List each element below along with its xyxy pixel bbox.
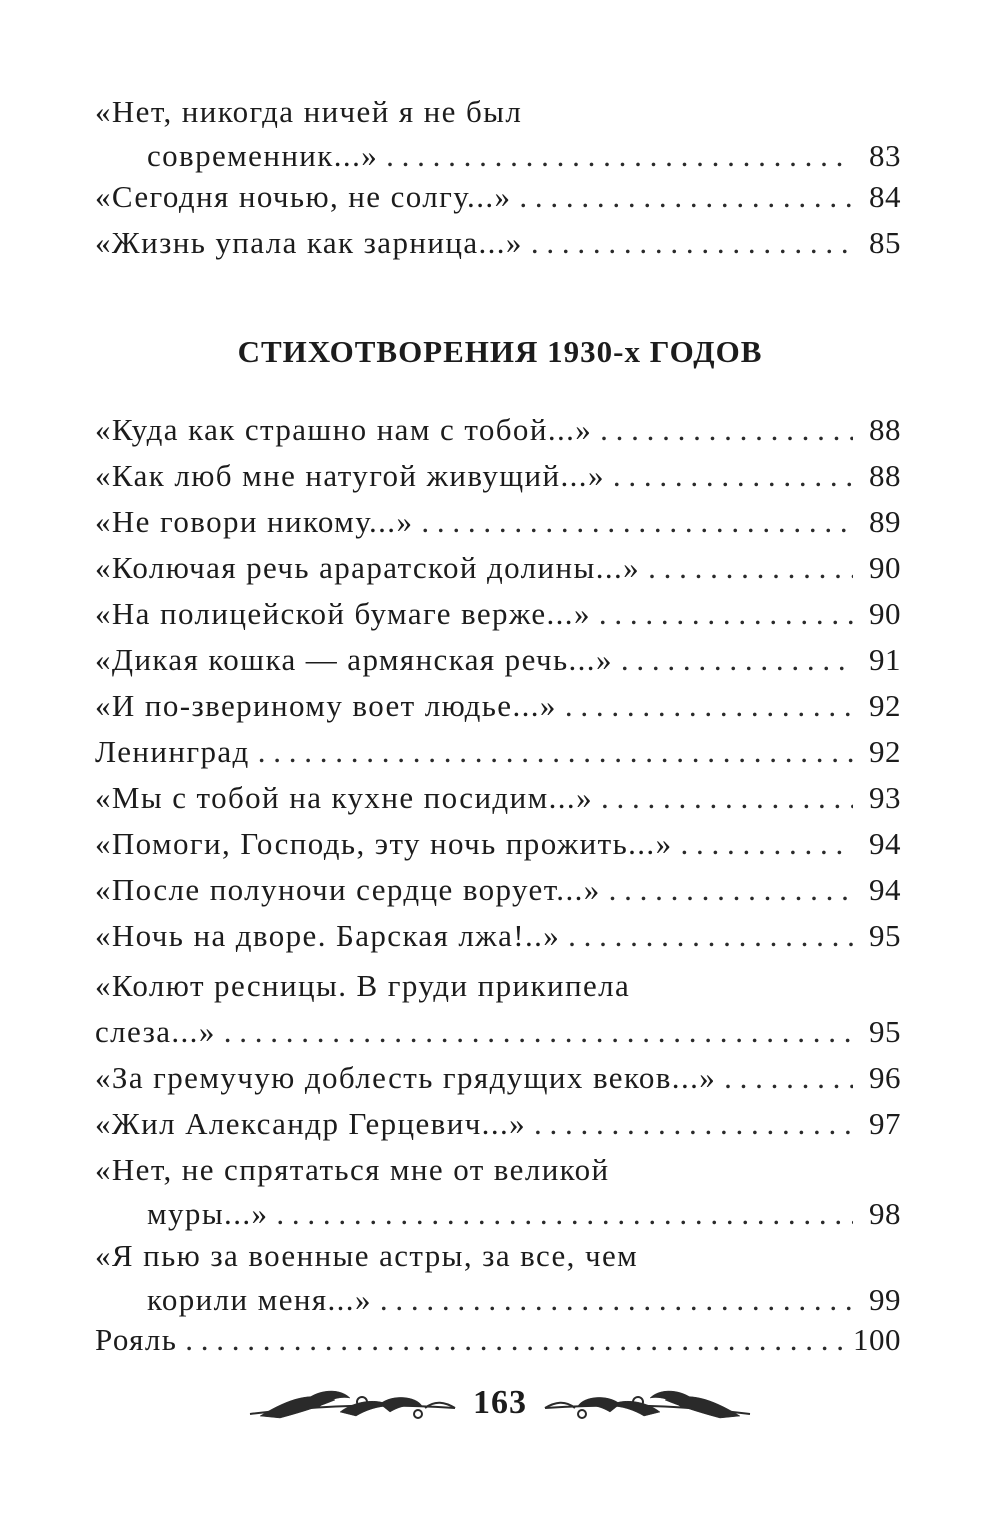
toc-page-number: 88 xyxy=(869,412,901,447)
toc-page-number: 83 xyxy=(869,138,901,173)
toc-page-number: 96 xyxy=(869,1060,901,1095)
toc-entry xyxy=(95,730,901,774)
toc-entry xyxy=(95,1102,901,1146)
section-heading: СТИХОТВОРЕНИЯ 1930-х ГОДОВ xyxy=(237,334,763,369)
toc-entry xyxy=(95,1234,901,1322)
leader-dots xyxy=(177,1318,843,1362)
toc-entry xyxy=(95,408,901,452)
toc-entry-title: «Помоги, Господь, эту ночь прожить...» xyxy=(95,826,673,861)
toc-entry xyxy=(95,1148,901,1236)
toc-entry xyxy=(95,684,901,728)
toc-entry xyxy=(95,822,901,866)
toc-entry-title: «На полицейской бумаге верже...» xyxy=(95,596,591,631)
toc-entry-title: «После полуночи сердце ворует...» xyxy=(95,872,601,907)
leader-dots xyxy=(413,500,853,544)
toc-entry-title: современник...» xyxy=(147,138,379,173)
toc-page-number: 91 xyxy=(869,642,901,677)
leader-dots xyxy=(640,546,853,590)
leader-dots xyxy=(268,1192,853,1236)
leader-dots xyxy=(250,730,853,774)
toc-page-number: 94 xyxy=(869,872,901,907)
toc-entry xyxy=(95,868,901,912)
toc-entry-title: «Жизнь упала как зарница...» xyxy=(95,225,523,260)
toc-entry-title: «Не говори никому...» xyxy=(95,504,414,539)
toc-entry xyxy=(95,221,901,265)
toc-page-number: 90 xyxy=(869,550,901,585)
toc-page-number: 99 xyxy=(869,1282,901,1317)
toc-entry xyxy=(95,546,901,590)
leader-dots xyxy=(613,638,853,682)
toc-page-number: 95 xyxy=(869,1014,901,1049)
toc-entry-title: «Мы с тобой на кухне посидим...» xyxy=(95,780,593,815)
toc-page-number: 97 xyxy=(869,1106,901,1141)
toc-entry-title: «Сегодня ночью, не солгу...» xyxy=(95,179,512,214)
leader-dots xyxy=(672,822,853,866)
toc-page-number: 92 xyxy=(869,734,901,769)
toc-entry-title: «Колючая речь араратской долины...» xyxy=(95,550,641,585)
leader-dots xyxy=(511,175,853,219)
toc-page-number: 100 xyxy=(853,1322,901,1357)
toc-page-number: 98 xyxy=(869,1196,901,1231)
page-footer xyxy=(240,1378,760,1434)
toc-entry-title: «И по-звериному воет людье...» xyxy=(95,688,557,723)
leader-dots xyxy=(557,684,853,728)
toc-page-number: 95 xyxy=(869,918,901,953)
toc-entry-title: Ленинград xyxy=(95,734,250,769)
leader-dots xyxy=(593,776,853,820)
toc-entry xyxy=(95,964,901,1054)
toc-entry xyxy=(95,90,901,178)
toc-entry-title: муры...» xyxy=(147,1196,269,1231)
toc-page-number: 88 xyxy=(869,458,901,493)
toc-page-number: 89 xyxy=(869,504,901,539)
toc-entry-title: «Жил Александр Герцевич...» xyxy=(95,1106,527,1141)
toc-page-number: 94 xyxy=(869,826,901,861)
leader-dots xyxy=(591,592,853,636)
leader-dots xyxy=(216,1010,853,1054)
toc-entry xyxy=(95,914,901,958)
toc-entry xyxy=(95,454,901,498)
toc-entry-title: корили меня...» xyxy=(147,1282,372,1317)
leader-dots xyxy=(605,454,853,498)
leader-dots xyxy=(378,134,853,178)
toc-page-number: 93 xyxy=(869,780,901,815)
toc-entry xyxy=(95,175,901,219)
toc-page-number: 92 xyxy=(869,688,901,723)
leader-dots xyxy=(372,1278,853,1322)
toc-entry xyxy=(95,1318,901,1362)
toc-entry xyxy=(95,776,901,820)
toc-page-number: 84 xyxy=(869,179,901,214)
toc-entry-title: «Как люб мне натугой живущий...» xyxy=(95,458,605,493)
toc-entry xyxy=(95,592,901,636)
toc-entry-title: «Дикая кошка — армянская речь...» xyxy=(95,642,613,677)
toc-entry-title: «Нет, не спрятаться мне от великой xyxy=(95,1152,610,1187)
toc-entry-title: «Ночь на дворе. Барская лжа!..» xyxy=(95,918,561,953)
toc-entry-title: «Колют ресницы. В груди прикипела xyxy=(95,968,631,1003)
leader-dots xyxy=(526,1102,853,1146)
toc-entry xyxy=(95,1056,901,1100)
toc-entry-title: Рояль xyxy=(95,1322,178,1357)
page-number: 163 xyxy=(473,1384,527,1421)
toc-entry-title: «Я пью за военные астры, за все, чем xyxy=(95,1238,639,1273)
toc-entry xyxy=(95,500,901,544)
leader-dots xyxy=(560,914,853,958)
toc-entry xyxy=(95,638,901,682)
toc-entry-title: «Нет, никогда ничей я не был xyxy=(95,94,523,129)
toc-entry-title: слеза...» xyxy=(95,1014,216,1049)
toc-entry-title: «За гремучую доблесть грядущих веков...» xyxy=(95,1060,717,1095)
toc-page-number: 85 xyxy=(869,225,901,260)
toc-page-number: 90 xyxy=(869,596,901,631)
leader-dots xyxy=(716,1056,853,1100)
leader-dots xyxy=(601,868,853,912)
leader-dots xyxy=(592,408,853,452)
leader-dots xyxy=(523,221,853,265)
toc-entry-title: «Куда как страшно нам с тобой...» xyxy=(95,412,593,447)
